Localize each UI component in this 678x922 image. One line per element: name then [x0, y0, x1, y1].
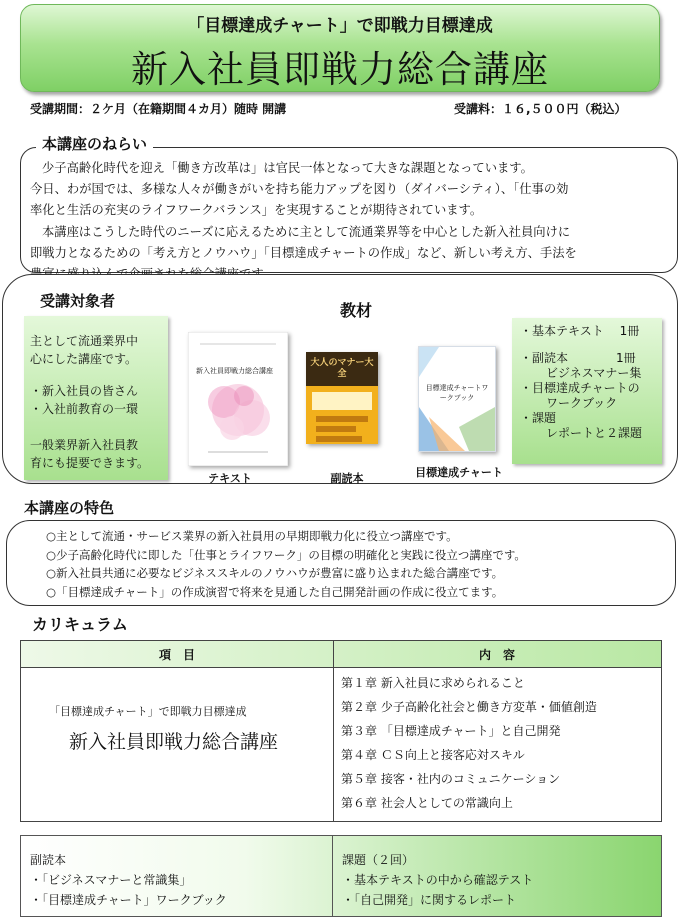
target-item: ・新入社員の皆さん	[30, 384, 139, 398]
aim-heading: 本講座のねらい	[36, 133, 153, 154]
features-heading: 本講座の特色	[24, 499, 115, 517]
materials-list-panel	[512, 318, 662, 464]
supplement-reader-item: ・「ビジネスマナーと常識集」	[30, 873, 192, 887]
curriculum-heading: カリキュラム	[32, 615, 128, 634]
chapter-item: 第５章 接客・社内のコミュニケーション	[341, 772, 561, 786]
aim-line: 本講座はこうした時代のニーズに応えるために主として流通業界等を中心とした新入社員向けに	[42, 224, 571, 239]
curriculum-col-content: 内 容	[478, 648, 515, 662]
workbook-cover-title: 目標達成チャートワークブック	[425, 384, 489, 402]
header-banner	[20, 4, 660, 92]
aim-line: 率化と生活の充実のライフワークバランス」を実現することが期待されています。	[30, 203, 483, 218]
assignment-item: ・基本テキストの中から確認テスト	[342, 873, 534, 887]
curriculum-divider	[333, 641, 334, 821]
textbook-cover-title: 新入社員即戦力総合講座	[196, 367, 273, 375]
materials-list-item: レポートと２課題	[546, 426, 643, 440]
chapter-item: 第３章 「目標達成チャート」と自己開発	[341, 724, 561, 738]
materials-list-item: ・基本テキスト 1冊	[520, 324, 640, 338]
supplement-reader-title: 副読本	[30, 853, 67, 867]
course-title: 新入社員即戦力総合講座	[69, 731, 279, 753]
assignment-item: ・「自己開発」に関するレポート	[342, 893, 517, 907]
reader-cover	[306, 352, 378, 444]
course-period: 受講期間：２ケ月（在籍期間４カ月）随時 開講	[30, 102, 287, 116]
supplement-assignments	[342, 850, 533, 910]
chapter-list	[341, 671, 657, 815]
reader-cover-art	[306, 386, 378, 444]
header-subtitle: 「目標達成チャート」で即戦力目標達成	[187, 16, 493, 36]
target-panel	[24, 316, 168, 480]
aim-line: 即戦力となるための「考え方とノウハウ」「目標達成チャートの作成」など、新しい考え方、手法を	[30, 245, 577, 260]
materials-list-item: ・課題	[520, 411, 557, 425]
supplement-divider	[332, 835, 333, 917]
chapter-item: 第２章 少子高齢化社会と働き方変革・価値創造	[341, 700, 597, 714]
reader-cover-title: 大人のマナー大全	[306, 352, 378, 386]
course-subtitle: 「目標達成チャート」で即戦力目標達成	[49, 705, 247, 718]
assignments-title: 課題（２回）	[342, 853, 415, 867]
supplement-reader-item: ・「目標達成チャート」ワークブック	[30, 893, 227, 907]
textbook-cover-art	[188, 332, 288, 466]
workbook-caption: 目標達成チャート	[415, 466, 503, 479]
reader-caption: 副読本	[330, 472, 364, 485]
curriculum-table	[20, 640, 662, 822]
feature-item: ○新入社員共通に必要なビジネススキルのノウハウが豊富に盛り込まれた総合講座です。	[46, 566, 504, 580]
feature-item: ○主として流通・サービス業界の新入社員用の早期即戦力化に役立つ講座です。	[46, 529, 458, 543]
chapter-item: 第４章 ＣＳ向上と接客応対スキル	[341, 748, 525, 762]
feature-item: ○「目標達成チャート」の作成演習で将来を見通した自己開発計画の作成に役立てます。	[46, 584, 504, 599]
curriculum-col-item: 項 目	[158, 648, 195, 662]
target-item: ・入社前教育の一環	[30, 402, 139, 416]
feature-item: ○少子高齢化時代に即した「仕事とライフワーク」の目標の明確化と実践に役立つ講座です。	[46, 547, 526, 562]
target-line: 心にした講座です。	[30, 352, 138, 366]
materials-list-item: ビジネスマナー集	[546, 366, 642, 380]
page-title: 新入社員即戦力総合講座	[131, 48, 549, 91]
target-heading: 受講対象者	[40, 292, 116, 310]
workbook-cover	[418, 346, 496, 452]
textbook-caption: テキスト	[208, 472, 252, 485]
materials-list-item: ・副読本 1冊	[520, 351, 636, 365]
features-list	[46, 527, 526, 601]
curriculum-header-row	[21, 641, 661, 668]
target-line: 主として流通業界中	[30, 334, 139, 348]
target-note: 育にも提要できます。	[30, 456, 150, 470]
textbook-cover	[188, 332, 288, 466]
aim-text	[30, 158, 670, 285]
materials-heading: 教材	[340, 301, 373, 320]
materials-list-item: ワークブック	[546, 396, 618, 410]
materials-list-item: ・目標達成チャートの	[520, 381, 640, 395]
aim-line: 今日、わが国では、多様な人々が働きがいを持ち能力アップを図り（ダイバーシティ）、「仕事の効	[30, 182, 569, 197]
target-note: 一般業界新入社員教	[30, 438, 139, 452]
aim-line: 少子高齢化時代を迎え「働き方改革は」は官民一体となって大きな課題となっています。	[42, 161, 533, 175]
course-fee: 受講料：１６,５００円（税込）	[454, 102, 627, 116]
supplement-reader	[30, 850, 227, 910]
chapter-item: 第６章 社会人としての常識向上	[341, 796, 513, 810]
chapter-item: 第１章 新入社員に求められること	[341, 676, 525, 690]
